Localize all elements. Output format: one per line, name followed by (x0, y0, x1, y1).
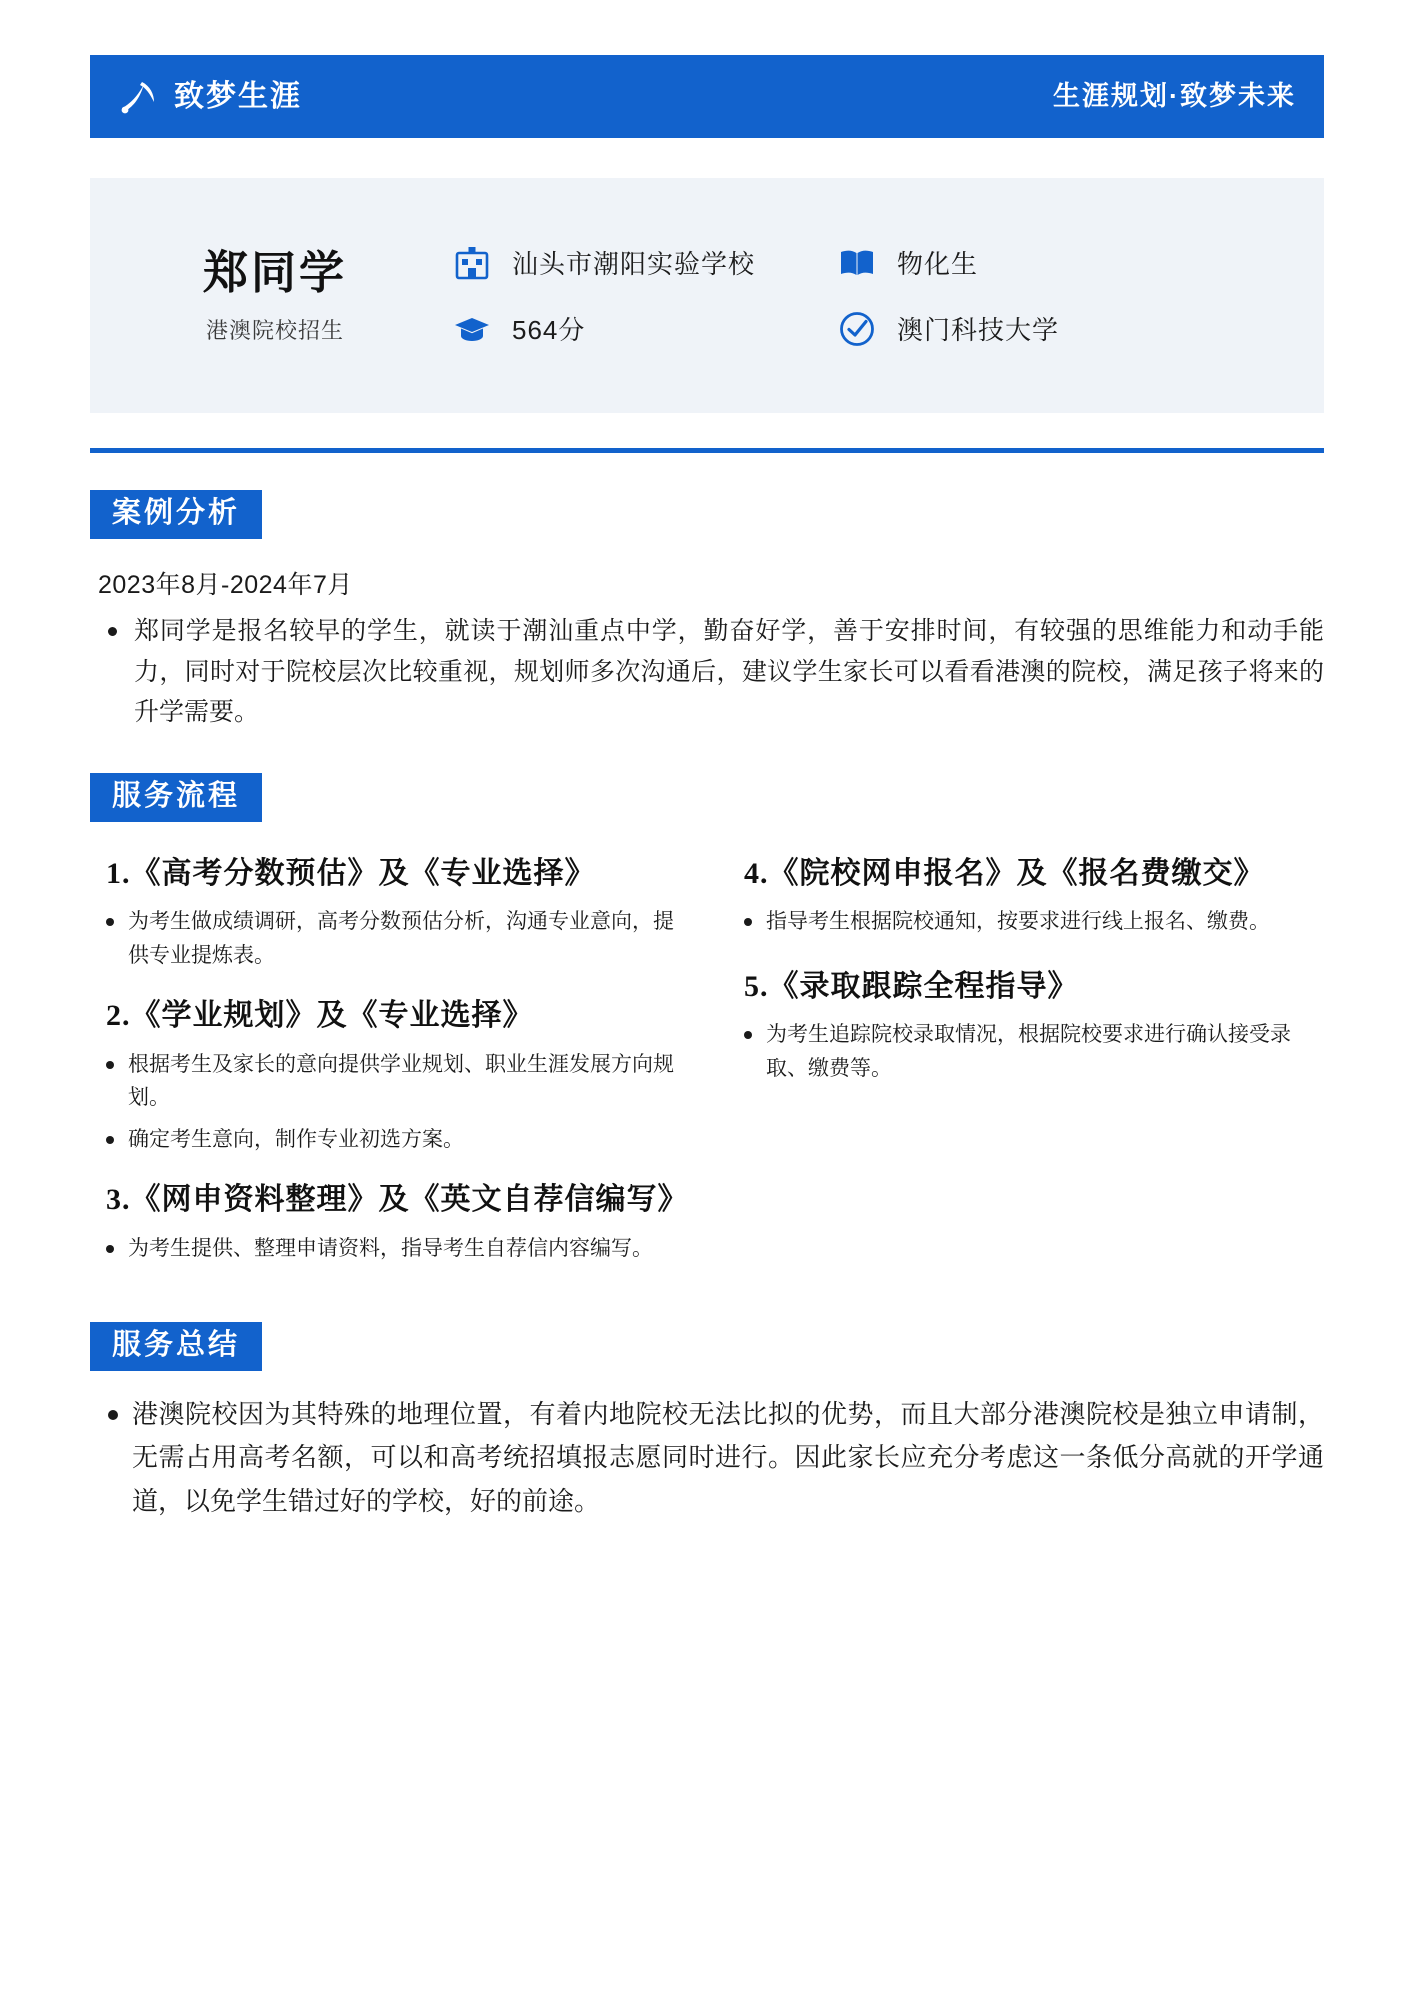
section-title-case-analysis: 案例分析 (90, 490, 262, 539)
process-column-left (90, 852, 689, 1288)
process-step-2-title: 2.《学业规划》及《专业选择》 (106, 999, 534, 1033)
list-item: 为考生追踪院校录取情况，根据院校要求进行确认接受录取、缴费等。 (728, 1018, 1324, 1085)
list-item: 港澳院校因为其特殊的地理位置，有着内地院校无法比拟的优势，而且大部分港澳院校是独立申请制，无需占用高考名额，可以和高考统招填报志愿同时进行。因此家长应充分考虑这一条低分高就的开学通道，以免学生错过好的学校，好的前途。 (90, 1393, 1324, 1524)
process-step-1-list (90, 905, 686, 972)
header-bar (90, 55, 1324, 138)
case-date-range: 2023年8月-2024年7月 (98, 571, 353, 599)
section-title-service-summary: 服务总结 (90, 1322, 262, 1371)
process-columns (90, 852, 1324, 1288)
process-column-right (728, 852, 1324, 1288)
brand (116, 74, 302, 120)
document-content (90, 490, 1324, 1530)
process-step-2 (90, 994, 686, 1156)
process-step-3-list (90, 1232, 686, 1266)
book-icon (835, 241, 879, 285)
section-service-summary (90, 1322, 1324, 1524)
student-subjects (835, 241, 1324, 285)
section-service-process (90, 773, 1324, 1288)
logo-icon (116, 74, 162, 120)
process-step-4-title: 4.《院校网申报名》及《报名费缴交》 (744, 856, 1265, 890)
student-result (835, 307, 1324, 351)
list-item: 根据考生及家长的意向提供学业规划、职业生涯发展方向规划。 (90, 1048, 686, 1115)
student-subjects-text: 物化生 (897, 249, 979, 279)
student-info-panel (90, 178, 1324, 413)
student-result-text: 澳门科技大学 (897, 315, 1060, 345)
section-case-analysis (90, 490, 1324, 733)
process-step-4 (728, 852, 1324, 939)
section-title-service-process: 服务流程 (90, 773, 262, 822)
process-step-2-list (90, 1048, 686, 1157)
process-step-5-list (728, 1018, 1324, 1085)
student-school-text: 汕头市潮阳实验学校 (512, 249, 756, 279)
school-building-icon (450, 241, 494, 285)
check-circle-icon (835, 307, 879, 351)
list-item: 为考生做成绩调研，高考分数预估分析，沟通专业意向，提供专业提炼表。 (90, 905, 686, 972)
brand-name: 致梦生涯 (174, 79, 302, 113)
process-step-1 (90, 852, 686, 973)
student-name: 郑同学 (202, 247, 347, 298)
list-item: 指导考生根据院校通知，按要求进行线上报名、缴费。 (728, 905, 1324, 939)
student-score (450, 307, 835, 351)
process-step-5-title: 5.《录取跟踪全程指导》 (744, 969, 1079, 1003)
student-subtitle: 港澳院校招生 (205, 318, 344, 343)
case-analysis-list (90, 611, 1324, 733)
service-summary-list (90, 1393, 1324, 1524)
graduation-cap-icon (450, 307, 494, 351)
process-step-1-title: 1.《高考分数预估》及《专业选择》 (106, 856, 596, 890)
process-step-4-list (728, 905, 1324, 939)
student-school (450, 241, 835, 285)
list-item: 郑同学是报名较早的学生，就读于潮汕重点中学，勤奋好学，善于安排时间，有较强的思维能力和动手能力，同时对于院校层次比较重视，规划师多次沟通后，建议学生家长可以看看港澳的院校，满足孩子将来的升学需要。 (90, 611, 1324, 733)
process-step-3-title: 3.《网申资料整理》及《英文自荐信编写》 (106, 1183, 689, 1217)
header-slogan: 生涯规划·致梦未来 (1053, 81, 1296, 111)
student-details (450, 241, 1324, 351)
list-item: 确定考生意向，制作专业初选方案。 (90, 1123, 686, 1157)
list-item: 为考生提供、整理申请资料，指导考生自荐信内容编写。 (90, 1232, 686, 1266)
student-score-text: 564分 (512, 315, 586, 345)
section-divider (90, 448, 1324, 453)
student-identity (90, 246, 450, 345)
process-step-3 (90, 1178, 689, 1265)
process-step-5 (728, 965, 1324, 1086)
